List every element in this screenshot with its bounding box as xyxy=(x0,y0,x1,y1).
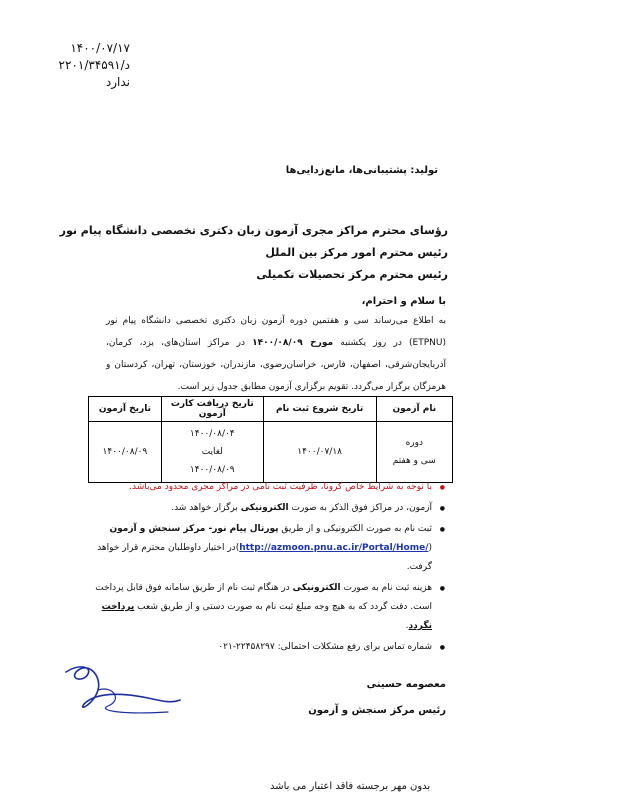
body-paragraph xyxy=(106,310,446,398)
note-emphasis: الکترونیکی xyxy=(292,583,341,593)
note-text: در اختیار داوطلبان محترم قرار خواهد گرفت. xyxy=(97,543,432,572)
note-text: آزمون، در مراکز فوق الذکر به صورت xyxy=(288,503,432,513)
note-text: ثبت نام به صورت الکترونیکی و از طریق xyxy=(278,524,432,534)
exam-date-highlight: مورخ ۱۴۰۰/۰۸/۰۹ xyxy=(252,338,334,348)
card-to: ۱۴۰۰/۰۸/۰۹ xyxy=(189,465,235,475)
body-text: در مراکز استان‌های، یزد، کرمان، آذربایجان‌شرقی، اصفهان، فارس، خراسان‌رضوی، مازندران، خوزستان، تهران، کردستان و هرمزگان برگزار می‌گردد. تقویم برگزاری آزمون مطابق جدول زیر است. xyxy=(106,338,446,392)
header-card-date: تاریخ دریافت کارت آزمون xyxy=(161,397,263,422)
list-item xyxy=(87,579,432,636)
list-item xyxy=(87,499,432,518)
body-text: به اطلاع می‌رساند سی و هفتمین دوره آزمون زبان دکتری تخصصی دانشگاه پیام نور (ETPNU) در روز یکشنبه xyxy=(106,316,446,348)
exam-name-line: دوره xyxy=(405,438,423,448)
note-text: هزینه ثبت نام به صورت xyxy=(340,583,432,593)
letter-meta xyxy=(60,40,130,91)
signature-scribble xyxy=(58,660,188,720)
footer-note: بدون مهر برجسته فاقد اعتبار می باشد xyxy=(270,781,431,792)
note-emphasis: پورتال پیام نور- مرکز سنجش و آزمون xyxy=(109,524,279,534)
cell-exam-date: ۱۴۰۰/۰۸/۰۹ xyxy=(89,422,162,483)
portal-link[interactable]: http://azmoon.pnu.ac.ir/Portal/Home/ xyxy=(239,543,429,553)
list-item: ● ثبت نام به صورت الکترونیکی و از طریق پورتال پیام نور- مرکز سنجش و آزمون (http://azmoon.pnu.ac.ir/Portal/Home/)در اختیار داوطلبان محترم قرار خواهد گرفت. xyxy=(87,520,432,577)
table-header-row xyxy=(89,397,453,422)
note-text: . xyxy=(405,621,409,631)
header-exam-name: نام آزمون xyxy=(376,397,452,422)
recipient-line: رئیس محترم امور مرکز بین الملل xyxy=(265,246,448,259)
cell-card-date xyxy=(161,422,263,483)
schedule-table xyxy=(88,396,453,483)
letter-attachment: ندارد xyxy=(105,75,130,89)
recipient-line: رئیس محترم مرکز تحصیلات تکمیلی xyxy=(256,268,448,281)
note-emphasis: پرداخت نگردد xyxy=(101,602,432,631)
signature-block xyxy=(308,672,446,724)
letter-number: د/۲۲۰۱/۳۴۵۹۱ xyxy=(58,58,130,72)
header-exam-date: تاریخ آزمون xyxy=(89,397,162,422)
cell-exam-name xyxy=(376,422,452,483)
table-row xyxy=(89,422,453,483)
greeting: با سلام و احترام، xyxy=(361,296,446,307)
notes-list xyxy=(87,478,446,659)
exam-name-line: سی و هفتم xyxy=(392,456,436,466)
list-item: ● شماره تماس برای رفع مشکلات احتمالی: ۲۲۴۵۸۲۹۷-۰۲۱ xyxy=(87,638,432,657)
recipient-line: رؤسای محترم مراکز مجری آزمون زبان دکتری تخصصی دانشگاه پیام نور xyxy=(59,224,448,237)
card-until-word: لغایت xyxy=(201,447,223,457)
letter-subject: تولید: پشتیبانی‌ها، مانع‌زدایی‌ها xyxy=(285,165,438,176)
card-from: ۱۴۰۰/۰۸/۰۴ xyxy=(189,429,235,439)
signatory-name: معصومه حسینی xyxy=(366,679,446,690)
letter-date: ۱۴۰۰/۰۷/۱۷ xyxy=(70,41,130,55)
recipients xyxy=(60,220,448,286)
note-emphasis: الکترونیکی xyxy=(240,503,289,513)
cell-registration-start: ۱۴۰۰/۰۷/۱۸ xyxy=(263,422,376,483)
list-item: ● با توجه به شرایط خاص کرونا، ظرفیت ثبت نامی در مراکز مجری محدود می‌باشد. xyxy=(87,478,432,497)
header-registration-start: تاریخ شروع ثبت نام xyxy=(263,397,376,422)
note-text: برگزار خواهد شد. xyxy=(171,503,241,513)
signatory-title: رئیس مرکز سنجش و آزمون xyxy=(308,705,446,716)
note-text: در هنگام ثبت نام از طریق سامانه فوق قابل پرداخت است. دقت گردد که به هیچ وجه مبلغ ثبت نام به صورت دستی و از طریق شعب xyxy=(95,583,432,612)
